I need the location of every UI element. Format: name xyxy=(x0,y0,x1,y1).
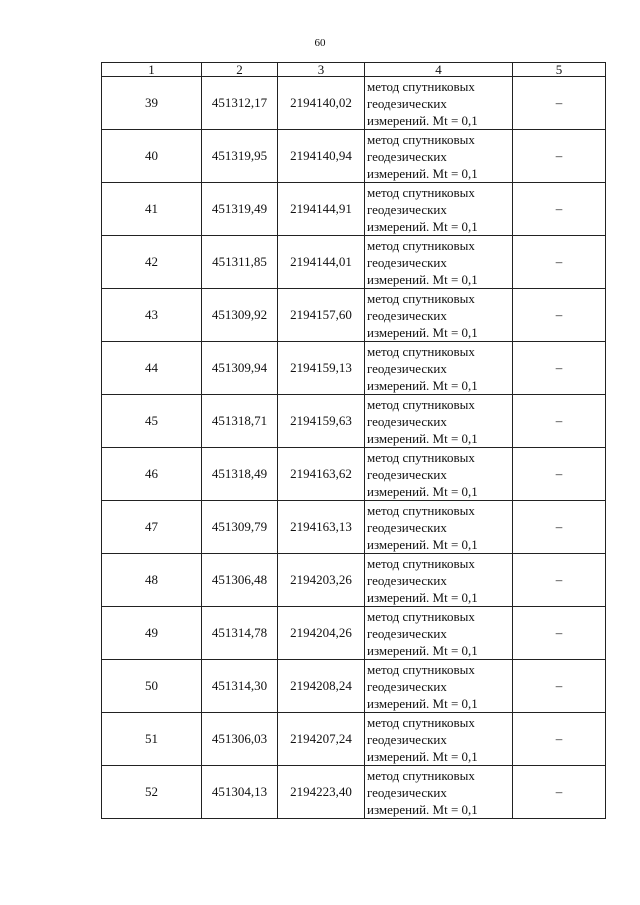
table-row xyxy=(102,289,606,342)
table-row xyxy=(102,766,606,819)
point-number-cell: 46 xyxy=(102,448,202,501)
header-cell-1: 1 xyxy=(102,63,202,77)
y-coordinate-cell: 2194163,13 xyxy=(278,501,365,554)
y-coordinate-cell: 2194207,24 xyxy=(278,713,365,766)
point-number-cell: 42 xyxy=(102,236,202,289)
coordinates-table xyxy=(101,62,606,819)
method-cell xyxy=(365,289,513,342)
x-coordinate-cell: 451319,95 xyxy=(202,130,278,183)
table-row xyxy=(102,183,606,236)
method-cell xyxy=(365,130,513,183)
x-coordinate-cell: 451319,49 xyxy=(202,183,278,236)
note-cell: – xyxy=(513,660,606,713)
note-cell: – xyxy=(513,448,606,501)
method-line: метод спутниковых xyxy=(367,661,475,677)
method-line: измерений. Mt = 0,1 xyxy=(367,165,478,181)
method-line: геодезических xyxy=(367,307,447,323)
method-cell xyxy=(365,501,513,554)
point-number-cell: 50 xyxy=(102,660,202,713)
point-number-cell: 52 xyxy=(102,766,202,819)
x-coordinate-cell: 451318,71 xyxy=(202,395,278,448)
method-line: измерений. Mt = 0,1 xyxy=(367,536,478,552)
x-coordinate-cell: 451304,13 xyxy=(202,766,278,819)
y-coordinate-cell: 2194144,91 xyxy=(278,183,365,236)
y-coordinate-cell: 2194140,94 xyxy=(278,130,365,183)
header-cell-3: 3 xyxy=(278,63,365,77)
method-line: метод спутниковых xyxy=(367,343,475,359)
method-line: измерений. Mt = 0,1 xyxy=(367,589,478,605)
table-row xyxy=(102,607,606,660)
method-cell xyxy=(365,766,513,819)
x-coordinate-cell: 451318,49 xyxy=(202,448,278,501)
note-cell: – xyxy=(513,501,606,554)
y-coordinate-cell: 2194157,60 xyxy=(278,289,365,342)
table-row xyxy=(102,130,606,183)
method-cell xyxy=(365,554,513,607)
method-line: геодезических xyxy=(367,784,447,800)
table-row xyxy=(102,448,606,501)
note-cell: – xyxy=(513,183,606,236)
point-number-cell: 49 xyxy=(102,607,202,660)
method-line: измерений. Mt = 0,1 xyxy=(367,695,478,711)
note-cell: – xyxy=(513,236,606,289)
method-line: геодезических xyxy=(367,731,447,747)
header-cell-4: 4 xyxy=(365,63,513,77)
method-line: метод спутниковых xyxy=(367,608,475,624)
table-body xyxy=(102,63,606,819)
note-cell: – xyxy=(513,554,606,607)
x-coordinate-cell: 451306,48 xyxy=(202,554,278,607)
x-coordinate-cell: 451312,17 xyxy=(202,77,278,130)
point-number-cell: 39 xyxy=(102,77,202,130)
method-line: измерений. Mt = 0,1 xyxy=(367,748,478,764)
x-coordinate-cell: 451314,78 xyxy=(202,607,278,660)
method-cell xyxy=(365,342,513,395)
point-number-cell: 44 xyxy=(102,342,202,395)
method-cell xyxy=(365,77,513,130)
method-line: метод спутниковых xyxy=(367,714,475,730)
method-line: измерений. Mt = 0,1 xyxy=(367,377,478,393)
note-cell: – xyxy=(513,607,606,660)
note-cell: – xyxy=(513,289,606,342)
table-header-row xyxy=(102,63,606,77)
method-line: геодезических xyxy=(367,148,447,164)
header-cell-2: 2 xyxy=(202,63,278,77)
method-line: геодезических xyxy=(367,360,447,376)
point-number-cell: 45 xyxy=(102,395,202,448)
method-line: метод спутниковых xyxy=(367,131,475,147)
y-coordinate-cell: 2194159,63 xyxy=(278,395,365,448)
method-line: метод спутниковых xyxy=(367,78,475,94)
table-row xyxy=(102,395,606,448)
y-coordinate-cell: 2194203,26 xyxy=(278,554,365,607)
method-line: геодезических xyxy=(367,201,447,217)
method-cell xyxy=(365,395,513,448)
method-line: метод спутниковых xyxy=(367,767,475,783)
point-number-cell: 48 xyxy=(102,554,202,607)
method-line: метод спутниковых xyxy=(367,290,475,306)
x-coordinate-cell: 451314,30 xyxy=(202,660,278,713)
x-coordinate-cell: 451309,94 xyxy=(202,342,278,395)
y-coordinate-cell: 2194223,40 xyxy=(278,766,365,819)
method-line: метод спутниковых xyxy=(367,502,475,518)
method-line: геодезических xyxy=(367,625,447,641)
table-row xyxy=(102,554,606,607)
table-row xyxy=(102,342,606,395)
method-line: метод спутниковых xyxy=(367,449,475,465)
method-cell xyxy=(365,660,513,713)
method-cell xyxy=(365,713,513,766)
method-line: геодезических xyxy=(367,572,447,588)
method-line: измерений. Mt = 0,1 xyxy=(367,218,478,234)
method-line: метод спутниковых xyxy=(367,184,475,200)
method-cell xyxy=(365,607,513,660)
method-line: геодезических xyxy=(367,678,447,694)
y-coordinate-cell: 2194208,24 xyxy=(278,660,365,713)
method-line: измерений. Mt = 0,1 xyxy=(367,642,478,658)
method-line: измерений. Mt = 0,1 xyxy=(367,271,478,287)
note-cell: – xyxy=(513,77,606,130)
method-cell xyxy=(365,448,513,501)
method-line: геодезических xyxy=(367,95,447,111)
x-coordinate-cell: 451309,79 xyxy=(202,501,278,554)
method-line: измерений. Mt = 0,1 xyxy=(367,483,478,499)
method-line: метод спутниковых xyxy=(367,396,475,412)
x-coordinate-cell: 451309,92 xyxy=(202,289,278,342)
table-row xyxy=(102,77,606,130)
table-row xyxy=(102,501,606,554)
note-cell: – xyxy=(513,395,606,448)
method-cell xyxy=(365,236,513,289)
method-line: измерений. Mt = 0,1 xyxy=(367,430,478,446)
table-row xyxy=(102,236,606,289)
table-row xyxy=(102,660,606,713)
table-row xyxy=(102,713,606,766)
y-coordinate-cell: 2194204,26 xyxy=(278,607,365,660)
method-cell xyxy=(365,183,513,236)
method-line: измерений. Mt = 0,1 xyxy=(367,324,478,340)
note-cell: – xyxy=(513,342,606,395)
point-number-cell: 51 xyxy=(102,713,202,766)
page-number: 60 xyxy=(314,37,326,49)
y-coordinate-cell: 2194144,01 xyxy=(278,236,365,289)
method-line: геодезических xyxy=(367,519,447,535)
point-number-cell: 41 xyxy=(102,183,202,236)
method-line: измерений. Mt = 0,1 xyxy=(367,112,478,128)
point-number-cell: 43 xyxy=(102,289,202,342)
note-cell: – xyxy=(513,766,606,819)
x-coordinate-cell: 451306,03 xyxy=(202,713,278,766)
method-line: метод спутниковых xyxy=(367,237,475,253)
method-line: геодезических xyxy=(367,254,447,270)
header-cell-5: 5 xyxy=(513,63,606,77)
x-coordinate-cell: 451311,85 xyxy=(202,236,278,289)
y-coordinate-cell: 2194163,62 xyxy=(278,448,365,501)
note-cell: – xyxy=(513,130,606,183)
point-number-cell: 40 xyxy=(102,130,202,183)
method-line: геодезических xyxy=(367,466,447,482)
method-line: геодезических xyxy=(367,413,447,429)
point-number-cell: 47 xyxy=(102,501,202,554)
note-cell: – xyxy=(513,713,606,766)
method-line: метод спутниковых xyxy=(367,555,475,571)
y-coordinate-cell: 2194140,02 xyxy=(278,77,365,130)
y-coordinate-cell: 2194159,13 xyxy=(278,342,365,395)
method-line: измерений. Mt = 0,1 xyxy=(367,801,478,817)
